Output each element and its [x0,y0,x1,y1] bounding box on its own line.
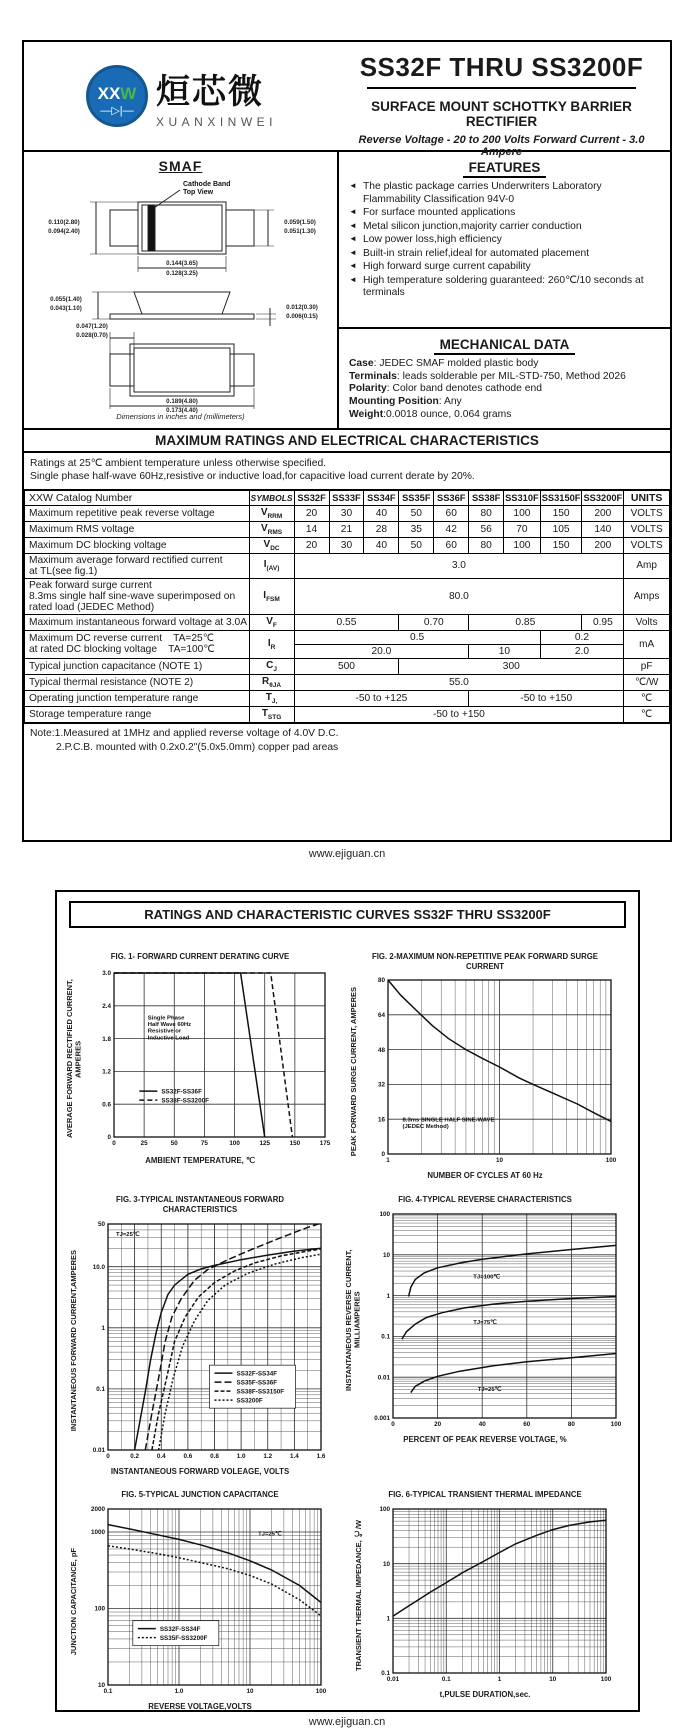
figure-4-plot [363,1207,625,1433]
table-row [25,553,670,578]
svg-text:100: 100 [610,1420,621,1428]
svg-text:10: 10 [383,1561,391,1569]
symbol-cell: $V_{RRM}$ [249,505,294,521]
svg-text:0.6: 0.6 [183,1452,193,1460]
part-column-header: SS3150F [540,490,582,505]
value-cell: 500 [294,658,399,674]
svg-text:0.2: 0.2 [130,1452,140,1460]
package-name: SMAF [158,158,203,174]
value-cell: 42 [434,521,469,537]
parameter-cell: Typical thermal resistance (NOTE 2) [25,674,250,690]
svg-text:32: 32 [378,1082,386,1090]
value-cell: -50 to +125 [294,690,469,706]
dim-topview-right: 0.059(1.50) [283,219,316,226]
mechanical-data-row: Terminals: leads solderable per MIL-STD-750, Method 2026 [349,370,626,382]
svg-text:0: 0 [106,1452,111,1460]
symbol-cell: $C_J$ [249,658,294,674]
svg-text:0: 0 [111,1139,116,1147]
value-cell: 50 [399,537,434,553]
value-cell: 55.0 [294,674,624,690]
value-cell: 100 [504,505,541,521]
svg-text:0: 0 [381,1151,386,1159]
feature-item: ◄ Metal silicon junction,majority carrier conduction [349,221,660,234]
feature-item: ◄ The plastic package carries Underwriters Laboratory Flammability Classification 94V-0 [349,181,660,206]
svg-text:0.173(4.40): 0.173(4.40) [165,407,198,414]
svg-text:SS35F-SS3200F: SS35F-SS3200F [160,1635,208,1643]
value-cell: 35 [399,521,434,537]
svg-text:50: 50 [170,1139,178,1147]
brand-logo [24,42,339,150]
svg-text:1: 1 [386,1615,391,1623]
feature-item: ◄ Low power loss,high efficiency [349,234,660,247]
dim-sideview-standoff: 0.012(0.30) [285,304,318,311]
svg-text:1: 1 [386,1157,391,1165]
svg-text:SS32F-SS34F: SS32F-SS34F [160,1626,201,1634]
svg-text:0.094(2.40): 0.094(2.40) [47,228,80,235]
table-row [25,578,670,614]
svg-text:8.3ms SINGLE HALF SINE-WAVE(JE: 8.3ms SINGLE HALF SINE-WAVE (JEDEC Method) [402,1117,495,1131]
feature-item: ◄ High forward surge current capability [349,261,660,274]
value-cell: 0.55 [294,614,399,630]
svg-text:25: 25 [140,1139,148,1147]
svg-text:0.01: 0.01 [377,1374,390,1382]
website-link-top[interactable]: www.ejiguan.cn [308,848,386,860]
unit-cell: mA [624,630,670,658]
unit-cell: ℃/W [624,674,670,690]
parameter-cell: Maximum DC reverse current TA=25℃ at rated DC blocking voltage TA=100℃ [25,630,250,658]
svg-text:1: 1 [386,1292,390,1300]
value-cell: 70 [504,521,541,537]
table-row [25,674,670,690]
svg-text:SS3200F: SS3200F [236,1397,264,1405]
value-cell: -50 to +150 [469,690,624,706]
svg-text:TJ=25℃: TJ=25℃ [258,1531,282,1538]
svg-text:60: 60 [522,1420,530,1428]
figure-2-ylabel: PEAK FORWARD SURGE CURRENT, AMPERES [348,986,358,1157]
mechanical-data-rows [349,358,660,422]
title-divider [367,87,636,89]
svg-text:0.051(1.30): 0.051(1.30) [283,228,316,235]
svg-text:0: 0 [390,1420,395,1428]
value-cell: 28 [364,521,399,537]
svg-text:20: 20 [433,1420,441,1428]
value-cell: 0.85 [469,614,582,630]
svg-text:10: 10 [496,1157,504,1165]
svg-text:0.01: 0.01 [387,1676,400,1684]
svg-text:0.128(3.25): 0.128(3.25) [165,270,198,277]
value-cell: 3.0 [294,553,624,578]
svg-text:1.6: 1.6 [316,1452,326,1460]
value-cell: 140 [582,521,624,537]
svg-text:SS32F-SS36F: SS32F-SS36F [160,1088,202,1096]
value-cell: 0.70 [399,614,469,630]
figure-3-plot [78,1217,330,1465]
svg-text:SS38F-SS3150F: SS38F-SS3150F [236,1388,285,1396]
parameter-cell: Operating junction temperature range [25,690,250,706]
svg-text:2000: 2000 [91,1506,106,1514]
unit-cell: ℃ [624,706,670,722]
value-cell: 0.5 [294,630,540,644]
svg-text:1: 1 [498,1676,502,1684]
ratings-table-body [25,505,670,722]
svg-text:10: 10 [382,1251,390,1259]
website-link-bottom[interactable]: www.ejiguan.cn [308,1716,386,1728]
figure-6-plot [363,1502,615,1688]
value-cell: 0.95 [582,614,624,630]
cathode-band-callout: Cathode Band [182,181,230,188]
mechanical-data-row: Mounting Position: Any [349,396,462,408]
svg-text:TJ=25℃: TJ=25℃ [477,1386,501,1393]
symbol-cell: $T_{STG}$ [249,706,294,722]
parameter-cell: Maximum average forward rectified current at TL(see fig.1) [25,553,250,578]
value-cell: 14 [294,521,329,537]
features-list [349,181,660,300]
figure-3 [61,1181,339,1476]
figure-5 [61,1476,339,1711]
dim-topview-width: 0.144(3.65) [165,260,198,267]
value-cell: 100 [504,537,541,553]
ratings-section-title: MAXIMUM RATINGS AND ELECTRICAL CHARACTERISTICS [24,430,670,453]
table-row [25,690,670,706]
figure-4-ylabel: INSTANTANEOUS REVERSE CURRENT, MILLIAMPERES [344,1249,362,1391]
mechanical-data-row: Polarity: Color band denotes cathode end [349,383,542,395]
svg-text:0.1: 0.1 [96,1385,106,1393]
unit-cell: Volts [624,614,670,630]
svg-text:100: 100 [379,1506,391,1514]
svg-text:TJ=75℃: TJ=75℃ [472,1320,497,1327]
svg-text:2.4: 2.4 [101,1002,111,1010]
svg-text:10: 10 [246,1688,254,1696]
brand-name-en: XUANXINWEI [155,114,277,129]
unit-cell: VOLTS [624,537,670,553]
svg-text:0.01: 0.01 [93,1446,106,1454]
symbol-cell: $T_{J,}$ [249,690,294,706]
svg-text:1.2: 1.2 [263,1452,273,1460]
figure-1-ylabel: AVERAGE FORWARD RECTIFIED CURRENT, AMPERES [65,979,83,1139]
dim-bottomview-width: 0.189(4.80) [165,398,198,405]
units-header: UNITS [624,490,670,505]
header [24,42,670,158]
unit-cell: VOLTS [624,521,670,537]
figure-3-ylabel: INSTANTANEOUS FORWARD CURRENT,AMPERES [68,1250,78,1432]
figure-2 [339,938,631,1181]
part-column-header: SS32F [294,490,329,505]
datasheet-page-1 [22,40,672,842]
logo-mark-icon [86,65,148,127]
svg-text:150: 150 [289,1139,300,1147]
package-outline-drawing [30,176,332,414]
curves-page-title: RATINGS AND CHARACTERISTIC CURVES SS32F THRU SS3200F [69,901,626,928]
figure-6-xlabel: t,PULSE DURATION,sec. [439,1690,531,1700]
symbol-cell: $V_{RMS}$ [249,521,294,537]
ratings-conditions: Ratings at 25℃ ambient temperature unless otherwise specified. Single phase half-wave 60Hz,resistive or inductive load,for capacitive load current derate by 20%. [24,453,670,490]
svg-text:100: 100 [379,1211,390,1219]
feature-item: ◄ Built-in strain relief,ideal for automated placement [349,248,660,261]
package-caption: Dimensions in inches and (millimeters) [116,412,245,421]
value-cell: 200 [582,505,624,521]
svg-text:Single PhaseHalf Wave 60HzResi: Single Phase Half Wave 60Hz Resistive or Inductive Load [147,1015,191,1042]
svg-text:75: 75 [200,1139,208,1147]
figure-1-xlabel: AMBIENT TEMPERATURE, ℃ [145,1155,255,1165]
svg-text:0: 0 [107,1133,111,1141]
svg-text:1.4: 1.4 [290,1452,300,1460]
figure-4-title: FIG. 4-TYPICAL REVERSE CHARACTERISTICS [398,1195,572,1205]
value-cell: 40 [364,537,399,553]
svg-text:1000: 1000 [91,1529,106,1537]
value-cell: 56 [469,521,504,537]
part-column-header: SS35F [399,490,434,505]
figure-5-plot [78,1502,330,1700]
svg-text:64: 64 [378,1012,386,1020]
table-row [25,614,670,630]
svg-text:1.2: 1.2 [101,1068,111,1076]
dim-bottomview-lead: 0.047(1.20) [75,323,108,330]
value-cell: 200 [582,537,624,553]
figure-4 [339,1181,631,1476]
value-cell: 105 [540,521,582,537]
figure-6 [339,1476,631,1711]
unit-cell: Amp [624,553,670,578]
dim-sideview-height: 0.055(1.40) [49,296,82,303]
table-notes: Note:1.Measured at 1MHz and applied reverse voltage of 4.0V D.C. 2.P.C.B. mounted with 0.2x0.2"(5.0x5.0mm) copper pad areas [24,723,670,758]
figure-5-xlabel: REVERSE VOLTAGE,VOLTS [148,1702,252,1712]
figure-4-xlabel: PERCENT OF PEAK REVERSE VOLTAGE, % [403,1434,567,1444]
features-section [339,152,670,329]
table-row [25,658,670,674]
svg-text:100: 100 [601,1676,612,1684]
svg-text:50: 50 [98,1220,106,1228]
value-cell: 20 [294,537,329,553]
value-cell: 60 [434,505,469,521]
package-drawing-panel [24,152,339,428]
value-cell: 21 [329,521,364,537]
svg-text:0.8: 0.8 [210,1452,220,1460]
value-cell: 60 [434,537,469,553]
mechanical-data-row: Case: JEDEC SMAF molded plastic body [349,357,539,369]
features-heading: FEATURES [349,160,660,175]
symbol-cell: $R_{\theta JA}$ [249,674,294,690]
svg-text:10.0: 10.0 [93,1263,106,1271]
unit-cell: ℃ [624,690,670,706]
svg-text:48: 48 [378,1047,386,1055]
figure-5-ylabel: JUNCTION CAPACITANCE, pF [68,1547,78,1655]
svg-text:100: 100 [606,1157,617,1165]
figure-2-plot [358,973,620,1169]
svg-text:0.028(0.70): 0.028(0.70) [75,332,108,339]
diode-symbol-icon: —▷|— [100,105,134,117]
device-type-subtitle: SURFACE MOUNT SCHOTTKY BARRIER RECTIFIER [371,99,632,129]
symbols-header: SYMBOLS [249,490,294,505]
logo-xxw-text: XXW [97,84,137,103]
figure-2-xlabel: NUMBER OF CYCLES AT 60 Hz [427,1171,543,1181]
svg-text:100: 100 [94,1605,106,1613]
svg-text:10: 10 [98,1682,106,1690]
symbol-cell: $I_R$ [249,630,294,658]
value-cell: -50 to +150 [294,706,624,722]
svg-text:0.1: 0.1 [380,1333,390,1341]
feature-item: ◄ For surface mounted applications [349,207,660,220]
part-column-header: SS34F [364,490,399,505]
value-cell: 80 [469,537,504,553]
value-cell: 150 [540,537,582,553]
svg-text:TJ=100℃: TJ=100℃ [472,1274,500,1281]
parameter-cell: Storage temperature range [25,706,250,722]
figure-3-title: FIG. 3-TYPICAL INSTANTANEOUS FORWARD CHARACTERISTICS [116,1195,284,1214]
svg-text:TJ=25℃: TJ=25℃ [116,1231,140,1238]
value-cell: 300 [399,658,624,674]
svg-text:0.4: 0.4 [157,1452,166,1460]
value-cell: 20 [294,505,329,521]
parameter-cell: Typical junction capacitance (NOTE 1) [25,658,250,674]
feature-item: ◄ High temperature soldering guaranteed: 260℃/10 seconds at terminals [349,275,660,300]
value-cell: 80.0 [294,578,624,614]
part-column-header: SS310F [504,490,541,505]
value-cell: 30 [329,537,364,553]
parameter-cell: Maximum repetitive peak reverse voltage [25,505,250,521]
dim-topview-left: 0.110(2.80) [47,219,80,226]
value-cell: 40 [364,505,399,521]
svg-text:0.006(0.15): 0.006(0.15) [285,313,318,320]
figure-1 [61,938,339,1181]
symbol-cell: $I_{FSM}$ [249,578,294,614]
value-cell: 150 [540,505,582,521]
unit-cell: Amps [624,578,670,614]
mechanical-data-heading: MECHANICAL DATA [349,337,660,352]
part-number-title: SS32F THRU SS3200F [359,52,644,82]
svg-text:0.001: 0.001 [373,1415,390,1423]
unit-cell: VOLTS [624,505,670,521]
svg-text:3.0: 3.0 [101,969,111,977]
table-row [25,630,670,644]
parameter-cell: Maximum RMS voltage [25,521,250,537]
table-row [25,521,670,537]
svg-text:125: 125 [259,1139,270,1147]
part-column-header: SS38F [469,490,504,505]
svg-text:0.1: 0.1 [442,1676,451,1684]
svg-text:40: 40 [478,1420,486,1428]
figures-grid [57,932,638,1712]
brand-name-cn: 烜芯微 [155,72,264,111]
parameter-cell: Maximum DC blocking voltage [25,537,250,553]
symbol-cell: $I_{(AV)}$ [249,553,294,578]
svg-text:1: 1 [101,1324,106,1332]
svg-text:80: 80 [567,1420,575,1428]
svg-text:SS32F-SS34F: SS32F-SS34F [236,1370,278,1378]
figure-1-plot [84,966,334,1152]
svg-text:0.043(1.10): 0.043(1.10) [49,305,82,312]
svg-text:16: 16 [378,1116,386,1124]
ratings-tagline: Reverse Voltage - 20 to 200 Volts Forward Current - 3.0 Ampere [358,134,645,158]
figure-1-title: FIG. 1- FORWARD CURRENT DERATING CURVE [110,952,290,961]
part-column-header: SS3200F [582,490,624,505]
table-row [25,537,670,553]
figure-2-title: FIG. 2-MAXIMUM NON-REPETITIVE PEAK FORWARD SURGE CURRENT [372,952,598,971]
svg-text:0.6: 0.6 [101,1101,111,1109]
figure-3-xlabel: INSTANTANEOUS FORWARD VOLEAGE, VOLTS [110,1466,290,1476]
svg-text:0.1: 0.1 [103,1688,113,1696]
value-cell: 50 [399,505,434,521]
part-column-header: SS33F [329,490,364,505]
table-row [25,505,670,521]
svg-text:10: 10 [549,1676,557,1684]
svg-text:1.0: 1.0 [237,1452,246,1460]
svg-text:1.8: 1.8 [101,1035,111,1043]
svg-text:80: 80 [378,977,386,985]
datasheet-page-2 [55,890,640,1712]
ratings-table [24,490,670,723]
part-column-header: SS36F [434,490,469,505]
value-cell: 30 [329,505,364,521]
mechanical-data-section [339,329,670,428]
catalog-number-header: XXW Catalog Number [25,490,250,505]
svg-text:SS38F-SS3200F: SS38F-SS3200F [160,1097,209,1105]
value-cell: 80 [469,505,504,521]
figure-6-ylabel: TRANSIENT THERMAL IMPEDANCE, ℃/W [353,1519,363,1671]
value-cell: 2.0 [540,644,624,658]
value-cell: 0.2 [540,630,624,644]
svg-text:100: 100 [316,1688,327,1696]
svg-text:175: 175 [319,1139,330,1147]
svg-text:Top View: Top View [182,189,213,196]
value-cell: 10 [469,644,541,658]
svg-text:SS35F-SS36F: SS35F-SS36F [236,1379,278,1387]
svg-text:1.0: 1.0 [174,1688,184,1696]
svg-text:0.1: 0.1 [381,1670,391,1678]
parameter-cell: Maximum instantaneous forward voltage at 3.0A [25,614,250,630]
unit-cell: pF [624,658,670,674]
table-row [25,706,670,722]
symbol-cell: $V_{DC}$ [249,537,294,553]
parameter-cell: Peak forward surge current 8.3ms single half sine-wave superimposed on rated load (JEDEC Method) [25,578,250,614]
figure-5-title: FIG. 5-TYPICAL JUNCTION CAPACITANCE [121,1490,279,1500]
figure-6-title: FIG. 6-TYPICAL TRANSIENT THERMAL IMPEDANCE [388,1490,582,1500]
svg-text:100: 100 [228,1139,240,1147]
value-cell: 20.0 [294,644,469,658]
mechanical-data-row: Weight:0.0018 ounce, 0.064 grams [349,409,512,421]
symbol-cell: $V_F$ [249,614,294,630]
